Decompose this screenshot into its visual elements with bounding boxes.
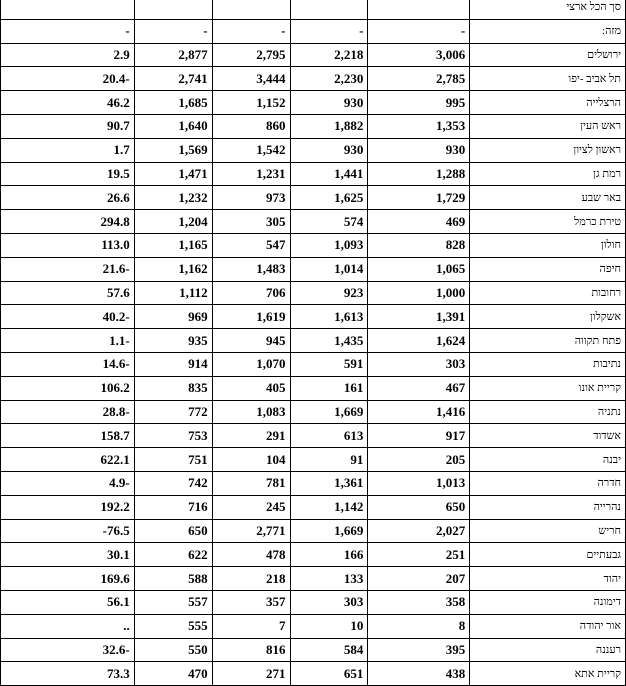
value-cell: 1,361 — [290, 471, 368, 495]
value-cell: 7 — [212, 614, 290, 638]
value-cell: 1,065 — [368, 257, 470, 281]
value-cell: 2,785 — [368, 67, 470, 91]
value-cell: 622 — [134, 543, 212, 567]
value-cell: 1,471 — [134, 162, 212, 186]
locality-name-cell: פתח תקווה — [470, 329, 626, 353]
table-row — [1, 233, 626, 257]
value-cell: 3,006 — [368, 43, 470, 67]
change-percent-cell: 57.6 — [1, 281, 135, 305]
locality-name-cell: יבנה — [470, 448, 626, 472]
value-cell: 291 — [212, 424, 290, 448]
value-cell: 91 — [290, 448, 368, 472]
value-cell: 469 — [368, 210, 470, 234]
table-row — [1, 400, 626, 424]
value-cell: 104 — [212, 448, 290, 472]
value-cell: 1,353 — [368, 114, 470, 138]
value-cell: 860 — [212, 114, 290, 138]
change-percent-cell: 1.7 — [1, 138, 135, 162]
table-row — [1, 186, 626, 210]
value-cell: 1,162 — [134, 257, 212, 281]
value-cell: 1,093 — [290, 233, 368, 257]
value-cell: 613 — [290, 424, 368, 448]
value-cell: 405 — [212, 376, 290, 400]
locality-name-cell: אשקלון — [470, 305, 626, 329]
change-percent-cell: 1.1- — [1, 329, 135, 353]
value-cell: 781 — [212, 471, 290, 495]
change-percent-cell: .. — [1, 614, 135, 638]
change-percent-cell: 46.2 — [1, 91, 135, 115]
value-cell: 828 — [368, 233, 470, 257]
value-cell: 591 — [290, 352, 368, 376]
value-cell: 1,165 — [134, 233, 212, 257]
total-cell: - — [212, 19, 290, 43]
value-cell: 2,877 — [134, 43, 212, 67]
change-percent-cell: 30.1 — [1, 543, 135, 567]
value-cell: 1,152 — [212, 91, 290, 115]
value-cell: 753 — [134, 424, 212, 448]
value-cell: 1,013 — [368, 471, 470, 495]
table-row — [1, 495, 626, 519]
change-percent-cell: 40.2- — [1, 305, 135, 329]
value-cell: 470 — [134, 662, 212, 686]
table-row — [1, 257, 626, 281]
value-cell: 1,729 — [368, 186, 470, 210]
value-cell: 995 — [368, 91, 470, 115]
value-cell: 1,483 — [212, 257, 290, 281]
value-cell: 2,218 — [290, 43, 368, 67]
locality-name-cell: נתניה — [470, 400, 626, 424]
value-cell: 478 — [212, 543, 290, 567]
total-cell: - — [134, 19, 212, 43]
value-cell: 1,204 — [134, 210, 212, 234]
value-cell: 930 — [368, 138, 470, 162]
header-row — [1, 0, 626, 19]
value-cell: 1,000 — [368, 281, 470, 305]
table-row — [1, 471, 626, 495]
table-row — [1, 376, 626, 400]
locality-name-cell: הרצלייה — [470, 91, 626, 115]
locality-name-cell: חדרה — [470, 471, 626, 495]
table-row — [1, 638, 626, 662]
value-cell: 1,391 — [368, 305, 470, 329]
value-cell: 1,613 — [290, 305, 368, 329]
total-row — [1, 19, 626, 43]
table-row — [1, 567, 626, 591]
table-row — [1, 614, 626, 638]
value-cell: 1,542 — [212, 138, 290, 162]
value-cell: 835 — [134, 376, 212, 400]
table-row — [1, 590, 626, 614]
table-row — [1, 448, 626, 472]
table-row — [1, 210, 626, 234]
value-cell: 2,230 — [290, 67, 368, 91]
change-percent-cell: 28.8- — [1, 400, 135, 424]
value-cell: 1,882 — [290, 114, 368, 138]
change-percent-cell: 294.8 — [1, 210, 135, 234]
value-cell: 716 — [134, 495, 212, 519]
value-cell: 935 — [134, 329, 212, 353]
value-cell: 706 — [212, 281, 290, 305]
value-cell: 1,231 — [212, 162, 290, 186]
value-cell: 1,569 — [134, 138, 212, 162]
table-row — [1, 91, 626, 115]
table-row — [1, 424, 626, 448]
value-cell: 923 — [290, 281, 368, 305]
locality-name-cell: נהרייה — [470, 495, 626, 519]
change-percent-cell: 169.6 — [1, 567, 135, 591]
value-cell: 207 — [368, 567, 470, 591]
change-percent-cell: 21.6- — [1, 257, 135, 281]
value-cell: 1,435 — [290, 329, 368, 353]
table-row — [1, 67, 626, 91]
value-cell: 917 — [368, 424, 470, 448]
value-cell: 1,416 — [368, 400, 470, 424]
value-cell: 1,083 — [212, 400, 290, 424]
value-cell: 1,619 — [212, 305, 290, 329]
locality-name-cell: גבעתיים — [470, 543, 626, 567]
value-cell: 1,669 — [290, 400, 368, 424]
change-percent-cell: 4.9- — [1, 471, 135, 495]
locality-name-cell: ראש העין — [470, 114, 626, 138]
value-cell: 245 — [212, 495, 290, 519]
value-cell: 945 — [212, 329, 290, 353]
locality-name-cell: ירושלים — [470, 43, 626, 67]
value-cell: 1,669 — [290, 519, 368, 543]
change-percent-cell: 19.5 — [1, 162, 135, 186]
locality-name-cell: חיפה — [470, 257, 626, 281]
table-row — [1, 543, 626, 567]
value-cell: 584 — [290, 638, 368, 662]
locality-name-cell: תל אביב -יפו — [470, 67, 626, 91]
value-cell: 133 — [290, 567, 368, 591]
locality-name-cell: טירת כרמל — [470, 210, 626, 234]
value-cell: 2,795 — [212, 43, 290, 67]
value-cell: 550 — [134, 638, 212, 662]
locality-name-cell: אור יהודה — [470, 614, 626, 638]
value-cell: 650 — [134, 519, 212, 543]
value-cell: 969 — [134, 305, 212, 329]
change-percent-cell: 32.6- — [1, 638, 135, 662]
change-percent-cell: 90.7 — [1, 114, 135, 138]
change-percent-cell: 73.3 — [1, 662, 135, 686]
value-cell: 751 — [134, 448, 212, 472]
value-cell: 161 — [290, 376, 368, 400]
change-percent-cell: 14.6- — [1, 352, 135, 376]
table-row — [1, 43, 626, 67]
value-cell: 1,288 — [368, 162, 470, 186]
table-row — [1, 281, 626, 305]
locality-name-cell: ראשון לציון — [470, 138, 626, 162]
value-cell: 930 — [290, 138, 368, 162]
total-cell: - — [290, 19, 368, 43]
table-row — [1, 352, 626, 376]
value-cell: 1,232 — [134, 186, 212, 210]
value-cell: 1,112 — [134, 281, 212, 305]
table-row — [1, 305, 626, 329]
change-percent-cell: 113.0 — [1, 233, 135, 257]
value-cell: 1,685 — [134, 91, 212, 115]
table-row — [1, 329, 626, 353]
change-percent-cell: 26.6 — [1, 186, 135, 210]
table-row — [1, 114, 626, 138]
table-row — [1, 662, 626, 686]
value-cell: 547 — [212, 233, 290, 257]
total-cell: - — [368, 19, 470, 43]
locality-name-cell: רחובות — [470, 281, 626, 305]
value-cell: 914 — [134, 352, 212, 376]
value-cell: 1,441 — [290, 162, 368, 186]
change-percent-cell: 106.2 — [1, 376, 135, 400]
value-cell: 1,624 — [368, 329, 470, 353]
change-percent-cell: 20.4- — [1, 67, 135, 91]
value-cell: 1,142 — [290, 495, 368, 519]
locality-name-cell: יהוד — [470, 567, 626, 591]
change-percent-cell: 622.1 — [1, 448, 135, 472]
value-cell: 438 — [368, 662, 470, 686]
value-cell: 10 — [290, 614, 368, 638]
value-cell: 2,027 — [368, 519, 470, 543]
value-cell: 973 — [212, 186, 290, 210]
locality-name-cell: חולון — [470, 233, 626, 257]
value-cell: 166 — [290, 543, 368, 567]
locality-name-cell: קריית אונו — [470, 376, 626, 400]
value-cell: 305 — [212, 210, 290, 234]
locality-name-cell: אשדוד — [470, 424, 626, 448]
value-cell: 1,014 — [290, 257, 368, 281]
value-cell: 251 — [368, 543, 470, 567]
value-cell: 772 — [134, 400, 212, 424]
locality-name-cell: רמת גן — [470, 162, 626, 186]
value-cell: 303 — [290, 590, 368, 614]
change-percent-cell: -76.5 — [1, 519, 135, 543]
value-cell: 271 — [212, 662, 290, 686]
value-cell: 588 — [134, 567, 212, 591]
locality-name-cell: באר שבע — [470, 186, 626, 210]
value-cell: 303 — [368, 352, 470, 376]
value-cell: 555 — [134, 614, 212, 638]
change-percent-cell: 56.1 — [1, 590, 135, 614]
value-cell: 742 — [134, 471, 212, 495]
locality-name-cell: נתיבות — [470, 352, 626, 376]
locality-name-cell: דימונה — [470, 590, 626, 614]
header-label: סך הכל ארצי — [470, 0, 626, 19]
value-cell: 1,640 — [134, 114, 212, 138]
value-cell: 2,741 — [134, 67, 212, 91]
change-percent-cell: 158.7 — [1, 424, 135, 448]
change-percent-cell: 2.9 — [1, 43, 135, 67]
locality-name-cell: רעננה — [470, 638, 626, 662]
value-cell: 574 — [290, 210, 368, 234]
value-cell: 8 — [368, 614, 470, 638]
value-cell: 2,771 — [212, 519, 290, 543]
value-cell: 650 — [368, 495, 470, 519]
table-row — [1, 138, 626, 162]
value-cell: 1,625 — [290, 186, 368, 210]
value-cell: 205 — [368, 448, 470, 472]
locality-name-cell: חריש — [470, 519, 626, 543]
total-cell: - — [1, 19, 135, 43]
value-cell: 816 — [212, 638, 290, 662]
table-row — [1, 162, 626, 186]
table-body — [1, 0, 626, 686]
value-cell: 218 — [212, 567, 290, 591]
locality-name-cell: קריית אתא — [470, 662, 626, 686]
value-cell: 1,070 — [212, 352, 290, 376]
value-cell: 358 — [368, 590, 470, 614]
section-label: מזה: — [470, 19, 626, 43]
value-cell: 3,444 — [212, 67, 290, 91]
value-cell: 557 — [134, 590, 212, 614]
change-percent-cell: 192.2 — [1, 495, 135, 519]
table-row — [1, 519, 626, 543]
value-cell: 357 — [212, 590, 290, 614]
value-cell: 651 — [290, 662, 368, 686]
value-cell: 930 — [290, 91, 368, 115]
value-cell: 467 — [368, 376, 470, 400]
value-cell: 395 — [368, 638, 470, 662]
